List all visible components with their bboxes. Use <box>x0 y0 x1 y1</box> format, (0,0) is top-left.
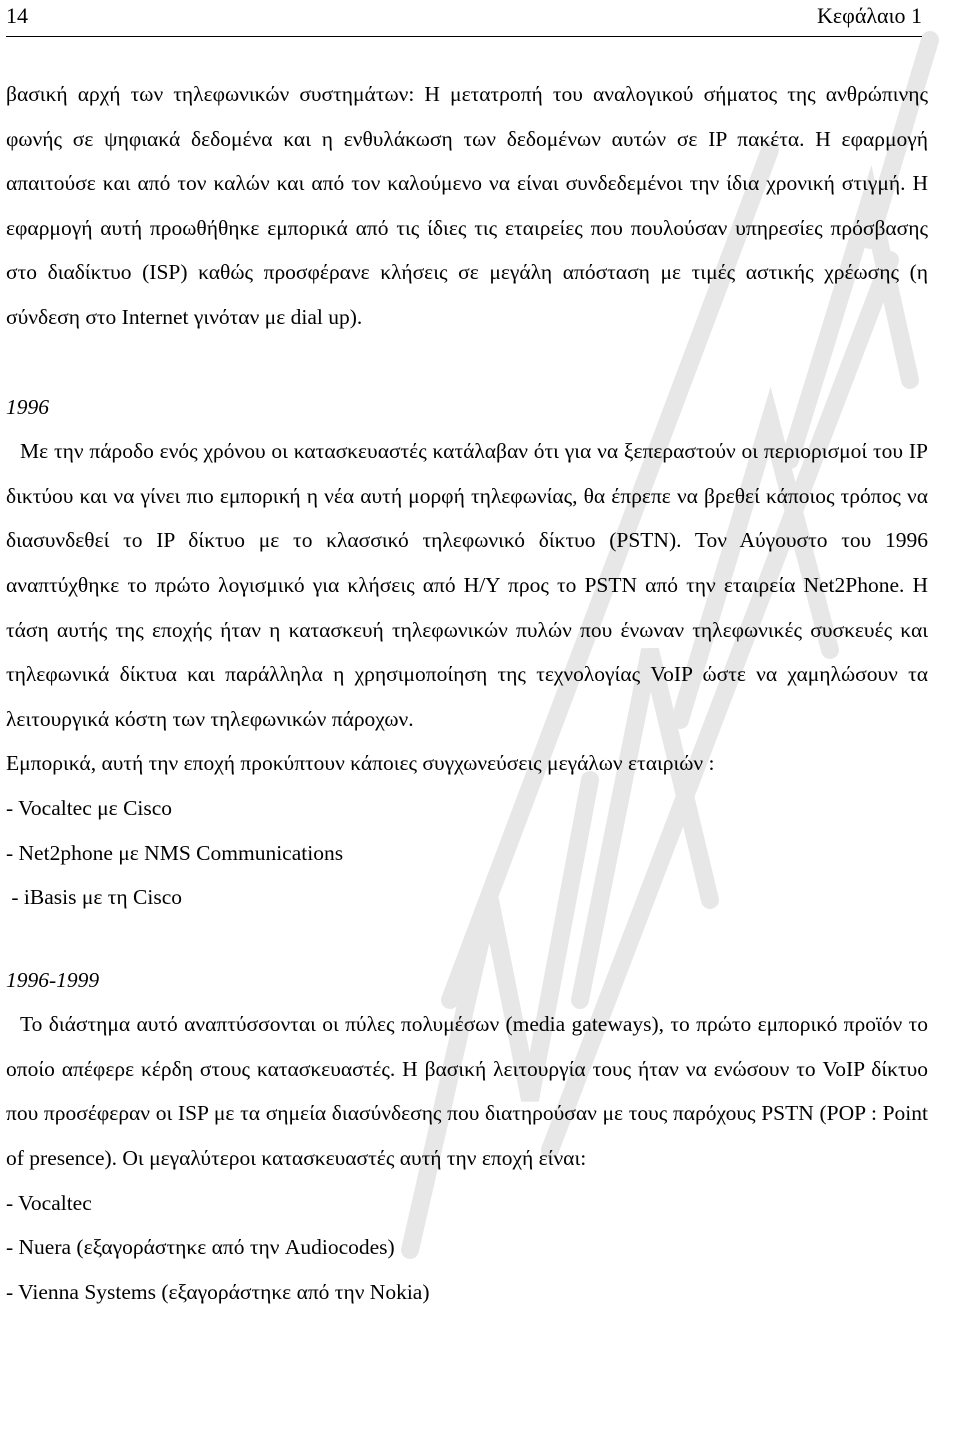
chapter-title: Κεφάλαιο 1 <box>817 3 922 28</box>
paragraph-1996: Με την πάροδο ενός χρόνου οι κατασκευαστές κατάλαβαν ότι για να ξεπεραστούν οι περιορισμοί του IP δικτύου και να γίνει πιο εμπορική η νέα αυτή μορφή τηλεφωνίας, θα έπρεπε να βρεθεί κάποιος τρόπος να διασυνδεθεί το IP δίκτυο με το κλασσικό τηλεφωνικό δίκτυο (PSTN). Τον Αύγουστο του 1996 αναπτύχθηκε το πρώτο λογισμικό για κλήσεις από Η/Υ προς το PSTN από την εταιρεία Net2Phone. Η τάση αυτής της εποχής ήταν η κατασκευή τηλεφωνικών πυλών που ένωναν τηλεφωνικές συσκευές και τηλεφωνικά δίκτυα και παράλληλα η χρησιμοποίηση της τεχνολογίας VoIP ώστε να χαμηλώσουν τα λειτουργικά κόστη των τηλεφωνικών πάροχων. <box>6 439 928 731</box>
page-number: 14 <box>6 3 28 28</box>
mergers-intro: Εμπορικά, αυτή την εποχή προκύπτουν κάποιες συγχωνεύσεις μεγάλων εταιριών : <box>6 751 715 776</box>
intro-paragraph: βασική αρχή των τηλεφωνικών συστημάτων: Η μετατροπή του αναλογικού σήματος της ανθρώπινης φωνής σε ψηφιακά δεδομένα και η ενθυλάκωση των δεδομένων αυτών σε IP πακέτα. Η εφαρμογή απαιτούσε και από τον καλών και από τον καλούμενο να είναι συνδεδεμένοι την ίδια χρονική στιγμή. Η εφαρμογή αυτή προωθήθηκε εμπορικά από τις ίδιες τις εταιρείες που πουλούσαν υπηρεσίες πρόσβασης στο διαδίκτυο (ISP) καθώς προσφέρανε κλήσεις σε μεγάλη απόσταση με τιμές αστικής χρέωσης (η σύνδεση στο Internet γινόταν με dial up). <box>6 82 928 329</box>
page-content <box>6 72 928 1314</box>
list-item: - Vocaltec <box>6 1190 92 1215</box>
list-item: - Vocaltec με Cisco <box>6 795 173 820</box>
list-item: - Nuera (εξαγοράστηκε από την Audiocodes) <box>6 1235 395 1260</box>
year-heading-1996: 1996 <box>6 394 49 419</box>
page-header <box>6 0 922 37</box>
list-item: - Net2phone με NMS Communications <box>6 840 344 865</box>
list-item: - iBasis με τη Cisco <box>6 885 183 910</box>
year-heading-1996-1999: 1996-1999 <box>6 967 100 992</box>
paragraph-1996-1999: Το διάστημα αυτό αναπτύσσονται οι πύλες πολυμέσων (media gateways), το πρώτο εμπορικό προϊόν το οποίο απέφερε κέρδη στους κατασκευαστές. Η βασική λειτουργία τους ήταν να ενώσουν το VoIP δίκτυο που προσέφεραν οι ISP με τα σημεία διασύνδεσης που διατηρούσαν με τους παρόχους PSTN (POP : Point of presence). Οι μεγαλύτεροι κατασκευαστές αυτή την εποχή είναι: <box>6 1012 928 1171</box>
list-item: - Vienna Systems (εξαγοράστηκε από την Nokia) <box>6 1279 430 1304</box>
